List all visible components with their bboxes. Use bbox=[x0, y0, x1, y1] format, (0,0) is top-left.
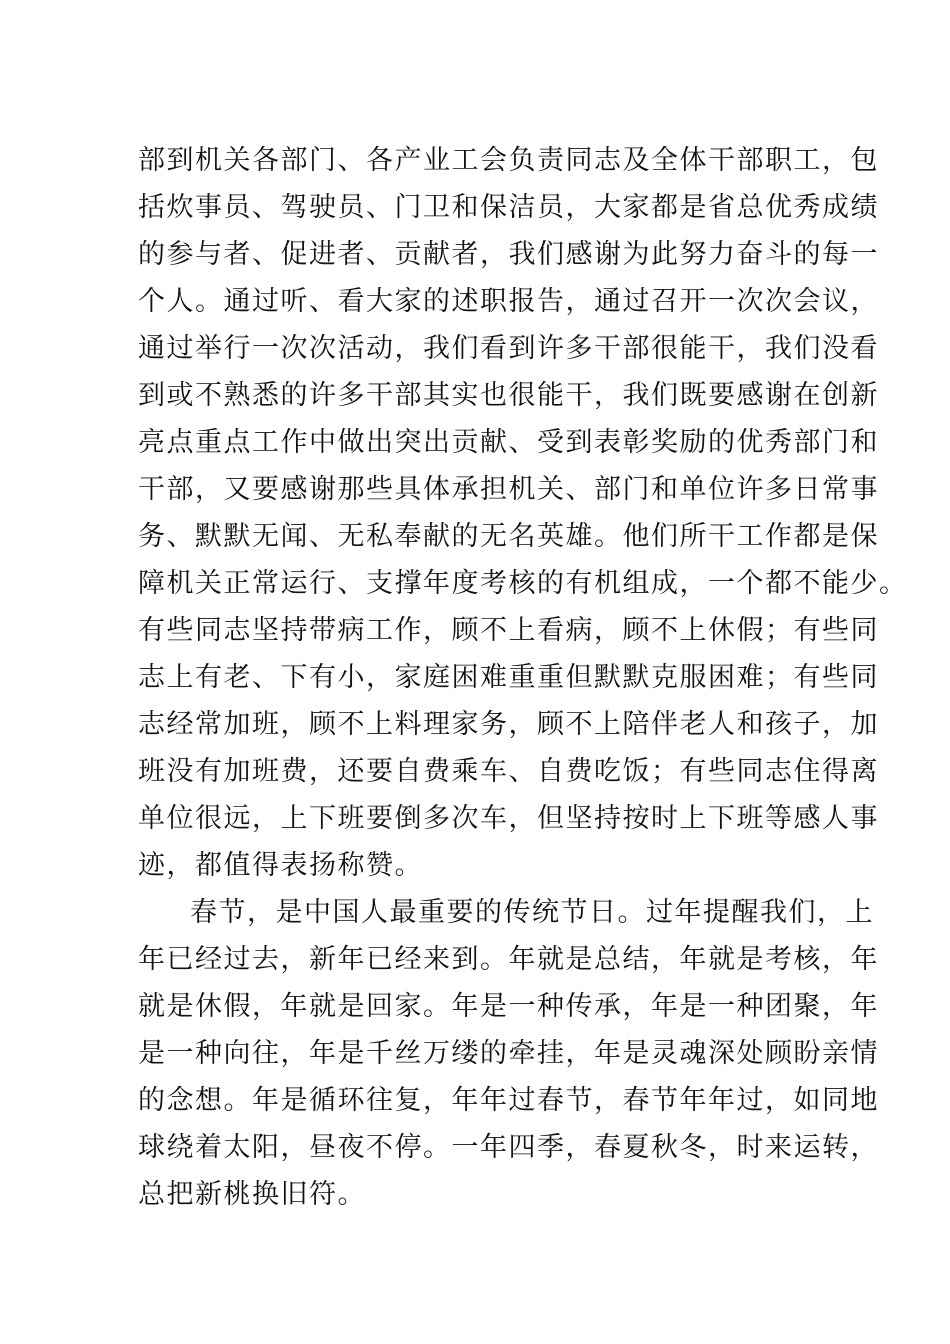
text-line: 有些同志坚持带病工作，顾不上看病，顾不上休假；有些同 bbox=[138, 615, 879, 646]
text-line: 总把新桃换旧符。 bbox=[138, 1179, 366, 1210]
text-line: 的参与者、促进者、贡献者，我们感谢为此努力奋斗的每一 bbox=[138, 239, 879, 270]
text-line: 年已经过去，新年已经来到。年就是总结，年就是考核，年 bbox=[138, 944, 879, 975]
text-line: 干部，又要感谢那些具体承担机关、部门和单位许多日常事 bbox=[138, 474, 879, 505]
text-line: 球绕着太阳，昼夜不停。一年四季，春夏秋冬，时来运转， bbox=[138, 1132, 879, 1163]
text-line: 亮点重点工作中做出突出贡献、受到表彰奖励的优秀部门和 bbox=[138, 427, 879, 458]
text-line: 志上有老、下有小，家庭困难重重但默默克服困难；有些同 bbox=[138, 662, 879, 693]
text-line: 务、默默无闻、无私奉献的无名英雄。他们所干工作都是保 bbox=[138, 521, 879, 552]
text-line: 通过举行一次次活动，我们看到许多干部很能干，我们没看 bbox=[138, 333, 879, 364]
text-line: 迹，都值得表扬称赞。 bbox=[138, 850, 423, 881]
text-line: 班没有加班费，还要自费乘车、自费吃饭；有些同志住得离 bbox=[138, 756, 879, 787]
text-line: 到或不熟悉的许多干部其实也很能干，我们既要感谢在创新 bbox=[138, 380, 879, 411]
text-line: 括炊事员、驾驶员、门卫和保洁员，大家都是省总优秀成绩 bbox=[138, 192, 879, 223]
text-line: 部到机关各部门、各产业工会负责同志及全体干部职工，包 bbox=[138, 145, 879, 176]
text-line: 是一种向往，年是千丝万缕的牵挂，年是灵魂深处顾盼亲情 bbox=[138, 1038, 879, 1069]
text-line: 个人。通过听、看大家的述职报告，通过召开一次次会议， bbox=[138, 286, 879, 317]
text-line: 就是休假，年就是回家。年是一种传承，年是一种团聚，年 bbox=[138, 991, 879, 1022]
text-line-indent: 春节，是中国人最重要的传统节日。过年提醒我们，上 bbox=[190, 897, 874, 928]
text-line: 的念想。年是循环往复，年年过春节，春节年年过，如同地 bbox=[138, 1085, 879, 1116]
text-line: 志经常加班，顾不上料理家务，顾不上陪伴老人和孩子，加 bbox=[138, 709, 879, 740]
text-line: 单位很远，上下班要倒多次车，但坚持按时上下班等感人事 bbox=[138, 803, 879, 834]
text-line: 障机关正常运行、支撑年度考核的有机组成，一个都不能少。 bbox=[138, 568, 908, 599]
